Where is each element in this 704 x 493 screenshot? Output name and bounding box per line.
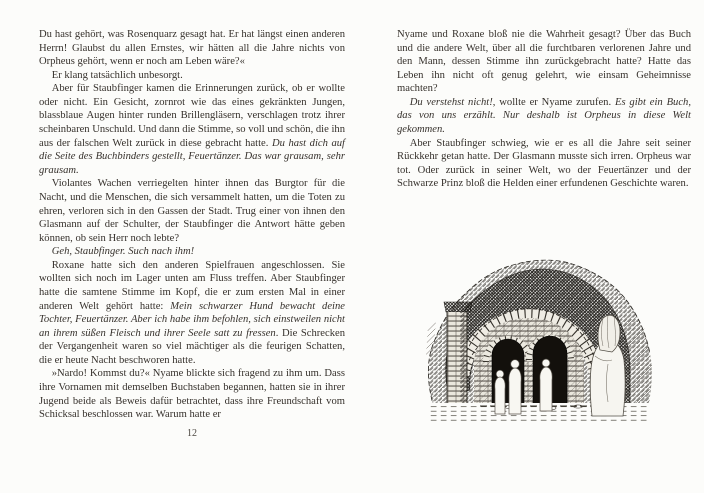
paragraph [39, 245, 345, 259]
paragraph [39, 28, 345, 69]
text-run: Aber für Staubfinger kamen die Erinnerungen zurück, ob er wollte oder nicht. Ein Gesicht, zornrot wie das eines gekränkten Jungen, blassblaue Augen hinter runden Brillengläsern, verschlagen trotz ihrer scheinbaren Unschuld. Und dann die Stimme, so voll und schön, die ihn aus der falschen Welt zurück in diese gebracht hatte. [39, 83, 345, 149]
italic-text-run: Es gibt ein Buch, das von uns erzählt. Nur deshalb ist Orpheus in diese Welt gekommen. [397, 96, 691, 136]
italic-text-run: Mein schwarzer Hund bewacht deine Tochter, Feuertänzer. Aber ich habe ihm befohlen, sich einstweilen nicht an ihrem süßen Fleisch und ihrer Seele satt zu fressen [39, 300, 345, 339]
paragraph [39, 82, 345, 177]
right-page-text [397, 28, 691, 191]
text-run: Aber Staubfinger schwieg, wie er es all die Jahre seit seiner Rückkehr getan hatte. Der Glasmann musste sich irren. Orpheus war tot. Oder zurück in seiner Welt, wo der Feuertänzer und der Schwarze Prinz bloß die Helden einer erfundenen Geschichte waren. [397, 137, 691, 190]
italic-text-run: Du hast dich auf die Seite des Buchbinders gestellt, Feuertänzer. Das war grausam, sehr grausam. [39, 137, 345, 176]
text-run: . Die Schrecken der Vergangenheit waren so viel mächtiger als die feurigen Schatten, die er heute Nacht beschworen hatte. [39, 327, 346, 366]
text-run: Du hast gehört, was Rosenquarz gesagt hat. Er hat längst einen anderen Herrn! Glaubst du allen Ernstes, wir hätten all die Jahre nichts von Orpheus gehört, wenn er noch am Leben wäre?« [39, 29, 345, 68]
page-number: 12 [187, 428, 197, 439]
text-run: Nyame und Roxane bloß nie die Wahrheit gesagt? Über das Buch und die andere Welt, über all die furchtbaren verlorenen Jahre und den Mann, dessen Stimme ihn zurückgebracht hatte? Hatte das Leben ihn nicht oft genug gelehrt, wie einsam Geheimnisse machten? [397, 29, 691, 95]
paragraph [39, 69, 345, 83]
paragraph [39, 177, 345, 245]
paragraph [39, 259, 345, 368]
text-run: Violantes Wachen verriegelten hinter ihnen das Burgtor für die Nacht, und die Menschen, die sich versammelt hatten, um die Toten zu ehren, verloren sich in den Gassen der Stadt. Trug einer von ihnen den Glasmann auf der Schulter, der Staubfinger die Antwort hätte geben können, ob sein Herr noch lebte? [39, 178, 345, 244]
text-run: , wollte er Nyame zurufen. [492, 96, 615, 108]
crypt-illustration [420, 256, 660, 428]
left-page-text [39, 28, 345, 422]
paragraph [39, 367, 345, 421]
paragraph [397, 28, 691, 96]
text-run: Er klang tatsächlich unbesorgt. [51, 69, 183, 81]
italic-text-run: Geh, Staubfinger. Such nach ihm! [51, 246, 195, 258]
italic-text-run: Du verstehst nicht! [409, 96, 493, 108]
text-run: »Nardo! Kommst du?« Nyame blickte sich fragend zu ihm um. Dass ihre Vornamen mit demselben Buchstaben begannen, hatten sie in ihrer Jugend beide als Beweis dafür betrachtet, dass ihre Freundschaft vom Schicksal beschlossen war. Warum hatte er [39, 368, 345, 421]
paragraph [397, 137, 691, 191]
text-run: Roxane hatte sich den anderen Spielfrauen angeschlossen. Sie wollten sich noch im Lager unten am Fluss treffen. Aber Staubfinger hatte die samtene Stimme im Kopf, die er zum ersten Mal in einer anderen Welt gehört hatte: [39, 259, 345, 312]
paragraph [397, 96, 691, 137]
